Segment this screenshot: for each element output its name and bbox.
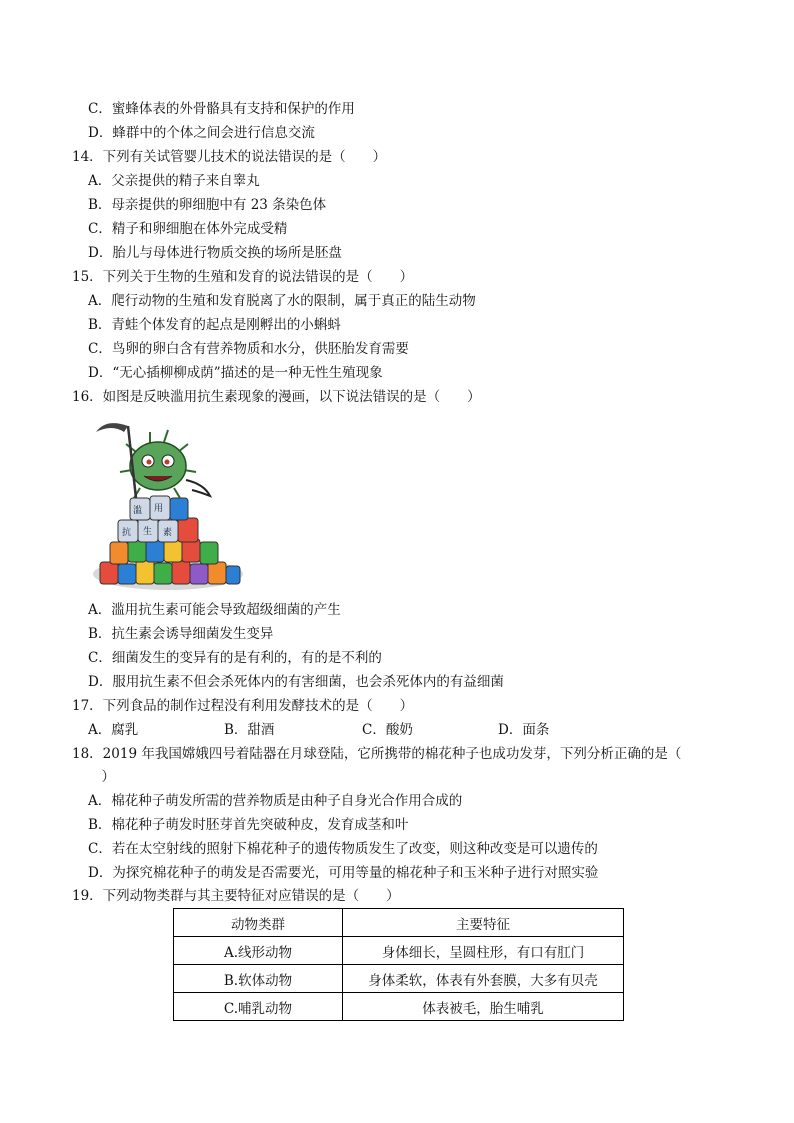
q15-option-d: D．“无心插柳柳成荫”描述的是一种无性生殖现象 [88,365,383,381]
q18-option-d: D．为探究棉花种子的萌发是否需要光，可用等量的棉花种子和玉米种子进行对照实验 [88,865,599,881]
q14-stem: 14．下列有关试管婴儿技术的说法错误的是（ ） [72,149,387,165]
q16-option-a: A．滥用抗生素可能会导致超级细菌的产生 [88,602,341,618]
table-cell-traits: 体表被毛，胎生哺乳 [343,993,624,1021]
table-row [174,993,624,1021]
q15-stem: 15．下列关于生物的生殖和发育的说法错误的是（ ） [72,269,414,285]
table-cell-traits: 身体柔软，体表有外套膜，大多有贝壳 [343,965,624,993]
q15-option-b: B．青蛙个体发育的起点是刚孵出的小蝌蚪 [88,317,341,333]
q15-option-a: A．爬行动物的生殖和发育脱离了水的限制，属于真正的陆生动物 [88,293,476,309]
q17-option-b: B．甜酒 [224,722,275,738]
q14-option-a: A．父亲提供的精子来自睾丸 [88,173,260,189]
table-row [174,965,624,993]
table-row [174,937,624,965]
label-sheng: 生 [143,527,153,537]
q18-option-c: C．若在太空射线的照射下棉花种子的遗传物质发生了改变，则这种改变是可以遗传的 [88,841,598,857]
q13-option-d: D．蜂群中的个体之间会进行信息交流 [88,125,315,141]
q14-option-d: D．胎儿与母体进行物质交换的场所是胚盘 [88,245,342,261]
superbug-figure [120,430,210,498]
label-kang: 抗 [122,528,132,538]
label-yong: 用 [154,504,164,514]
q13-option-c: C．蜜蜂体表的外骨骼具有支持和保护的作用 [88,101,355,117]
antibiotic-abuse-cartoon [88,414,246,590]
table-cell-traits: 身体细长，呈圆柱形，有口有肛门 [343,937,624,965]
q17-stem: 17．下列食品的制作过程没有利用发酵技术的是（ ） [72,698,414,714]
q18-stem: 18．2019 年我国嫦娥四号着陆器在月球登陆，它所携带的棉花种子也成功发芽，下列分析正确的是（ [72,746,682,762]
q16-stem: 16．如图是反映滥用抗生素现象的漫画，以下说法错误的是（ ） [72,389,481,405]
bottle-pile [93,496,243,590]
table-header-row [174,909,624,937]
q18-option-a: A．棉花种子萌发所需的营养物质是由种子自身光合作用合成的 [88,793,463,809]
animal-traits-table [173,908,624,1021]
q16-option-d: D．服用抗生素不但会杀死体内的有害细菌，也会杀死体内的有益细菌 [88,674,504,690]
table-cell-group: B.软体动物 [174,965,343,993]
q18-option-b: B．棉花种子萌发时胚芽首先突破种皮，发育成茎和叶 [88,817,409,833]
q17-options [88,721,608,739]
table-header-group: 动物类群 [174,909,343,937]
q17-option-a: A．腐乳 [88,722,139,738]
table-header-traits: 主要特征 [343,909,624,937]
q17-option-d: D．面条 [498,722,550,738]
q15-option-c: C．鸟卵的卵白含有营养物质和水分，供胚胎发育需要 [88,341,409,357]
q17-option-c: C．酸奶 [362,722,413,738]
q18-stem-continued: ） [88,769,115,785]
q14-option-c: C．精子和卵细胞在体外完成受精 [88,221,288,237]
q16-option-b: B．抗生素会诱导细菌发生变异 [88,626,274,642]
q14-option-b: B．母亲提供的卵细胞中有 23 条染色体 [88,197,327,213]
label-su: 素 [163,528,173,538]
label-lan: 滥 [133,506,143,516]
q16-option-c: C．细菌发生的变异有的是有利的，有的是不利的 [88,650,382,666]
q19-stem: 19．下列动物类群与其主要特征对应错误的是（ ） [72,888,400,904]
table-cell-group: C.哺乳动物 [174,993,343,1021]
table-cell-group: A.线形动物 [174,937,343,965]
